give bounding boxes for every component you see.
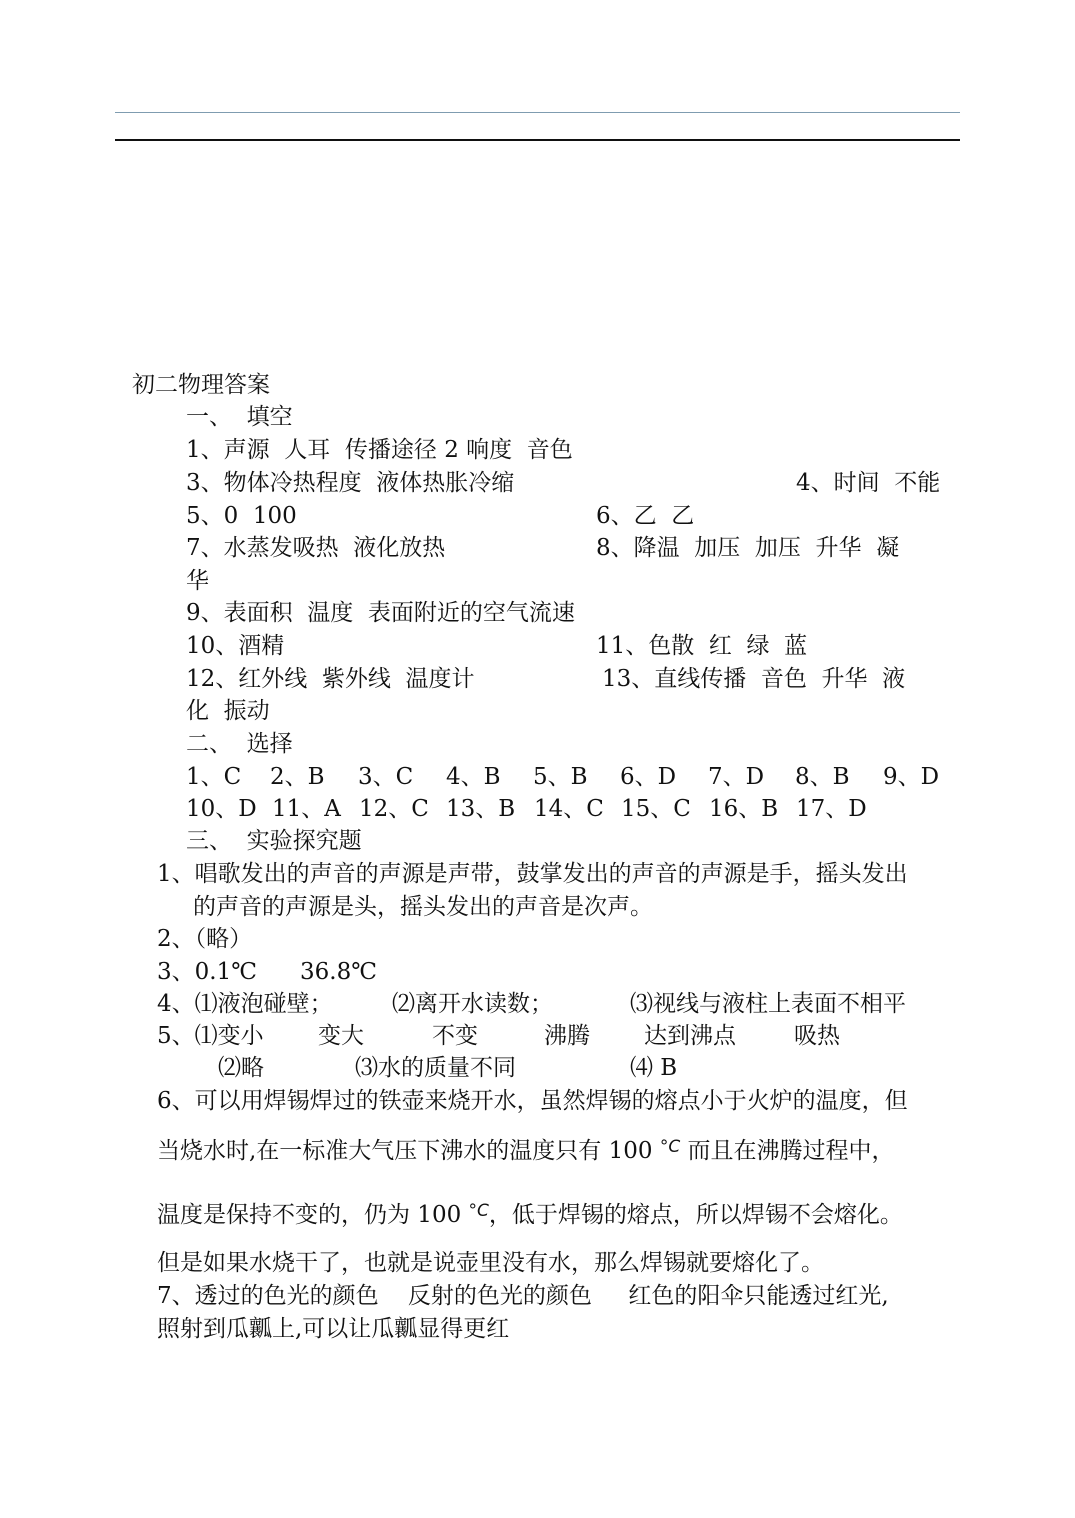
choice-answer: 4、B [446,764,501,790]
answer-line: 12、红外线 紫外线 温度计 [186,666,475,692]
degree-symbol: °C [468,1201,489,1221]
choice-answer: 17、D [796,796,867,822]
choice-answer: 6、D [620,764,677,790]
choice-answer: 13、B [446,796,516,822]
answer-line: 6、可以用焊锡焊过的铁壶来烧开水，虽然焊锡的熔点小于火炉的温度，但 [157,1088,908,1114]
answer-line: 11、色散 红 绿 蓝 [596,633,808,659]
choice-answer: 15、C [621,796,691,822]
choice-answer: 16、B [709,796,779,822]
answer-line: 不变 [432,1023,478,1049]
answer-line: 5、⑴变小 [157,1023,264,1049]
header-rule-thin [115,112,960,113]
document-title: 初二物理答案 [132,372,270,398]
text-run: 而且在沸腾过程中， [680,1138,895,1164]
choice-answer: 9、D [883,764,940,790]
answer-line: ⑶水的质量不同 [355,1055,516,1081]
answer-line: 5、0 100 [186,503,297,529]
choice-answer: 2、B [270,764,325,790]
answer-line: 变大 [318,1023,364,1049]
header-rule-thick [115,139,960,141]
answer-line: 1、唱歌发出的声音的声源是声带，鼓掌发出的声音的声源是手，摇头发出 [157,861,908,887]
answer-line: 1、声源 人耳 传播途径 2 响度 音色 [186,437,573,463]
text-run: 当烧水时,在一标准大气压下沸水的温度只有 100 [157,1138,660,1164]
section-heading-experiment: 三、 实验探究题 [186,828,362,854]
answer-line: 36.8℃ [300,959,377,985]
answer-line: ⑷ B [630,1055,678,1081]
choice-answer: 10、D [186,796,257,822]
answer-line: ⑶视线与液柱上表面不相平 [630,991,906,1017]
answer-line: 吸热 [794,1023,840,1049]
text-run: 温度是保持不变的，仍为 100 [157,1202,469,1228]
section-heading-choice: 二、 选择 [186,731,293,757]
answer-line: ⑵离开水读数； [392,991,553,1017]
text-run: ，低于焊锡的熔点，所以焊锡不会熔化。 [488,1202,903,1228]
choice-answer: 14、C [534,796,604,822]
answer-line: 4、时间 不能 [796,470,941,496]
answer-line: 3、0.1℃ [157,959,257,985]
answer-line: 3、物体冷热程度 液体热胀冷缩 [186,470,515,496]
degree-symbol: °C [659,1137,681,1157]
answer-line: 的声音的声源是头，摇头发出的声音是次声。 [193,894,653,920]
choice-answer: 8、B [795,764,850,790]
section-heading-fill-blank: 一、 填空 [186,404,293,430]
answer-line: 达到沸点 [644,1023,736,1049]
answer-line: 9、表面积 温度 表面附近的空气流速 [186,600,575,626]
choice-answer: 1、C [186,764,242,790]
answer-line: 10、酒精 [186,633,285,659]
answer-line: 13、直线传播 音色 升华 液 [602,666,906,692]
answer-line [157,1136,895,1166]
choice-answer: 3、C [358,764,414,790]
answer-line: 2、（略） [157,926,253,952]
choice-answer: 12、C [359,796,429,822]
choice-answer: 7、D [708,764,765,790]
choice-answer: 11、A [272,796,341,822]
choice-answer: 5、B [533,764,588,790]
answer-line: 化 振动 [186,698,270,724]
answer-line: 4、⑴液泡碰壁； [157,991,333,1017]
answer-line: 6、乙 乙 [596,503,695,529]
answer-line: 照射到瓜瓤上,可以让瓜瓤显得更红 [157,1316,510,1342]
answer-line: 华 [186,568,209,594]
answer-line: 7、透过的色光的颜色 反射的色光的颜色 红色的阳伞只能透过红光, [157,1283,889,1309]
answer-line [157,1200,903,1230]
answer-line: 但是如果水烧干了，也就是说壶里没有水，那么焊锡就要熔化了。 [157,1250,824,1276]
answer-line: 沸腾 [544,1023,590,1049]
answer-line: ⑵略 [218,1055,264,1081]
answer-line: 8、降温 加压 加压 升华 凝 [596,535,900,561]
answer-line: 7、水蒸发吸热 液化放热 [186,535,446,561]
